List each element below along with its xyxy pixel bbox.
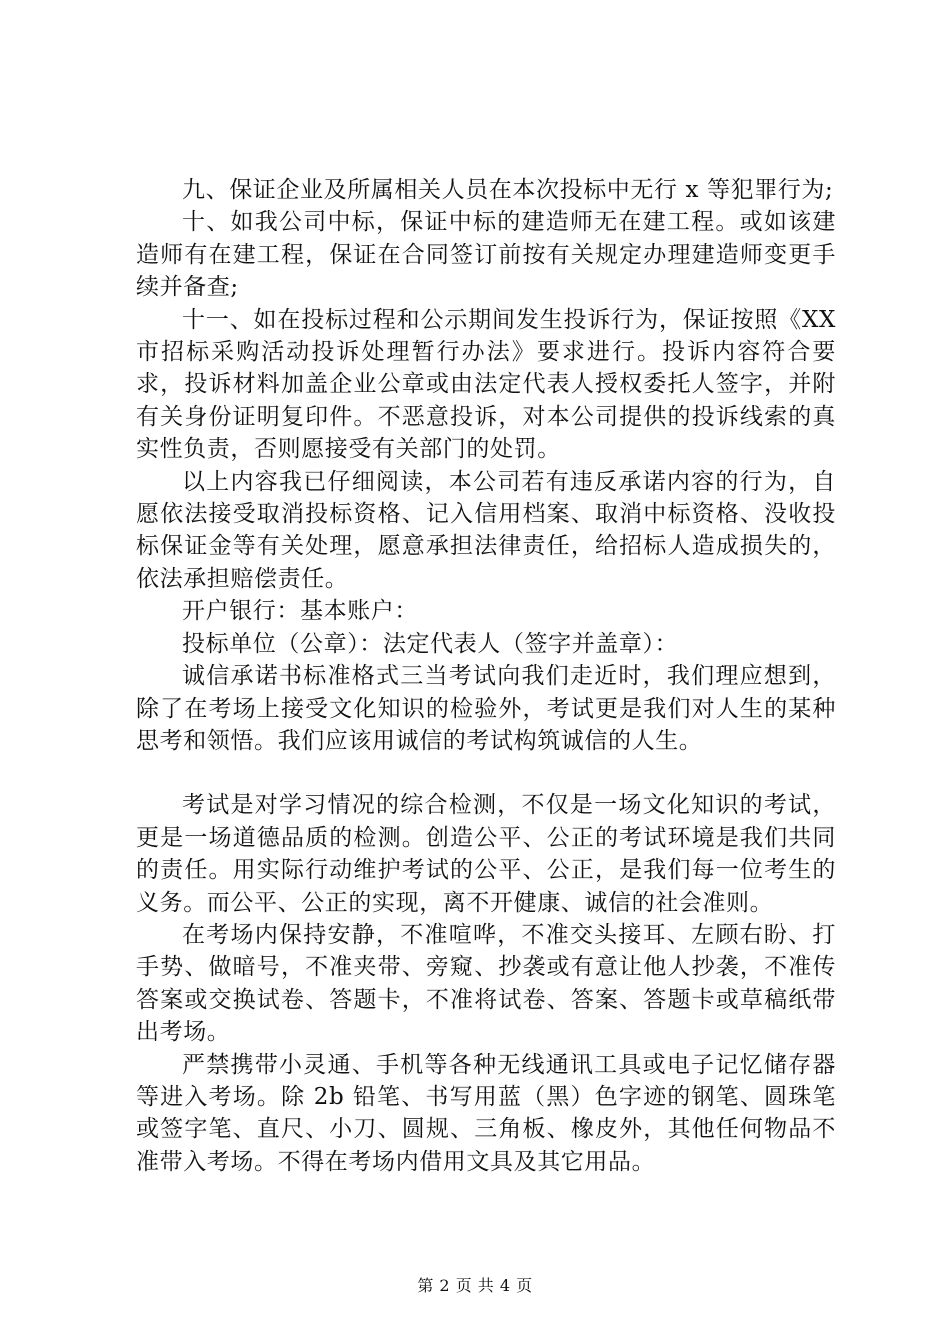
paragraph-signature-line: 投标单位（公章）：法定代表人（签字并盖章）： [182, 630, 679, 657]
paragraph-clause-11: 十一、如在投标过程和公示期间发生投诉行为，保证按照《XX 市招标采购活动投诉处理暂行办法》要求进行。投诉内容符合要求，投诉材料加盖企业公章或由法定代表人授权委托人签字，并附有关身份证明复印件。不恶意投诉，对本公司提供的投诉线索的真实性负责，否则愿接受有关部门的处罚。 [136, 306, 836, 463]
page-number-footer: 第 2 页 共 4 页 [417, 1276, 533, 1295]
paragraph-bank-account: 开户银行：基本账户： [182, 598, 418, 625]
document-body [136, 174, 836, 1178]
paragraph-prohibited-items: 严禁携带小灵通、手机等各种无线通讯工具或电子记忆储存器等进入考场。除 2b 铅笔、书写用蓝（黑）色字迹的钢笔、圆珠笔或签字笔、直尺、小刀、圆规、三角板、橡皮外，其他任何物品不准带入考场。不得在考场内借用文具及其它用品。 [136, 1051, 836, 1175]
paragraph-exam-purpose: 考试是对学习情况的综合检测，不仅是一场文化知识的考试，更是一场道德品质的检测。创造公平、公正的考试环境是我们共同的责任。用实际行动维护考试的公平、公正，是我们每一位考生的义务。而公平、公正的实现，离不开健康、诚信的社会准则。 [136, 792, 836, 916]
paragraph-exam-conduct: 在考场内保持安静，不准喧哗，不准交头接耳、左顾右盼、打手势、做暗号，不准夹带、旁窥、抄袭或有意让他人抄袭，不准传答案或交换试卷、答题卡，不准将试卷、答案、答题卡或草稿纸带出考场。 [136, 921, 836, 1046]
paragraph-format-three-intro: 诚信承诺书标准格式三当考试向我们走近时，我们理应想到，除了在考场上接受文化知识的检验外，考试更是我们对人生的某种思考和领悟。我们应该用诚信的考试构筑诚信的人生。 [136, 663, 836, 754]
paragraph-clause-10: 十、如我公司中标，保证中标的建造师无在建工程。或如该建造师有在建工程，保证在合同签订前按有关规定办理建造师变更手续并备查; [136, 209, 836, 301]
paragraph-clause-9: 九、保证企业及所属相关人员在本次投标中无行 x 等犯罪行为; [182, 177, 834, 203]
paragraph-commitment-statement: 以上内容我已仔细阅读，本公司若有违反承诺内容的行为，自愿依法接受取消投标资格、记入信用档案、取消中标资格、没收投标保证金等有关处理，愿意承担法律责任，给招标人造成损失的，依法承担赔偿责任。 [136, 468, 836, 592]
